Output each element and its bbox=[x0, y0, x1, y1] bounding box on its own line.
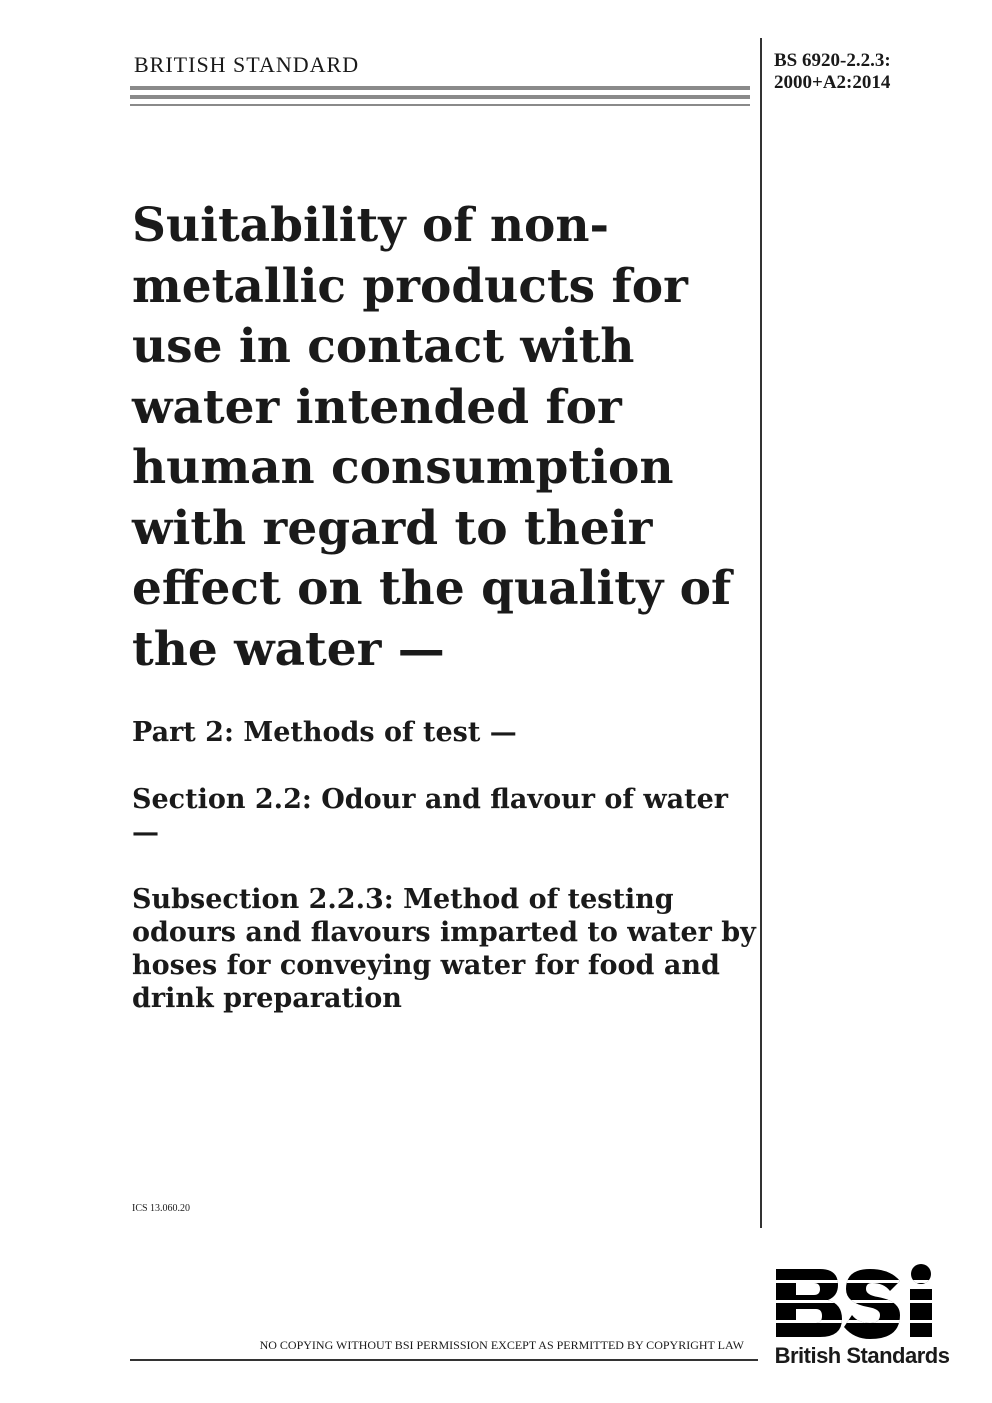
bsi-logo bbox=[772, 1263, 952, 1368]
vertical-divider bbox=[760, 38, 762, 1228]
standard-number: BS 6920-2.2.3: 2000+A2:2014 bbox=[774, 50, 891, 93]
document-type-label: BRITISH STANDARD bbox=[134, 52, 360, 77]
document-title: Suitability of non-metallic products for use in contact with water intended for human consumption with regard to their effect on the quality of the water — bbox=[132, 198, 732, 677]
bsi-logo-mark bbox=[772, 1263, 952, 1343]
part-title: Part 2: Methods of test — bbox=[132, 717, 517, 748]
copyright-text: NO COPYING WITHOUT BSI PERMISSION EXCEPT AS PERMITTED BY COPYRIGHT LAW bbox=[259, 1338, 744, 1352]
header-rule bbox=[130, 95, 750, 99]
ics-code: ICS 13.060.20 bbox=[132, 1203, 191, 1214]
copyright-notice bbox=[130, 1331, 758, 1361]
header-rule bbox=[130, 104, 750, 106]
subsection-title: Subsection 2.2.3: Method of testing odours and flavours imparted to water by hoses for conveying water for food and drink preparation bbox=[132, 884, 756, 1014]
header-rule bbox=[130, 86, 750, 90]
section-title: Section 2.2: Odour and flavour of water — bbox=[132, 784, 729, 848]
bsi-logo-text: British Standards bbox=[774, 1343, 950, 1368]
